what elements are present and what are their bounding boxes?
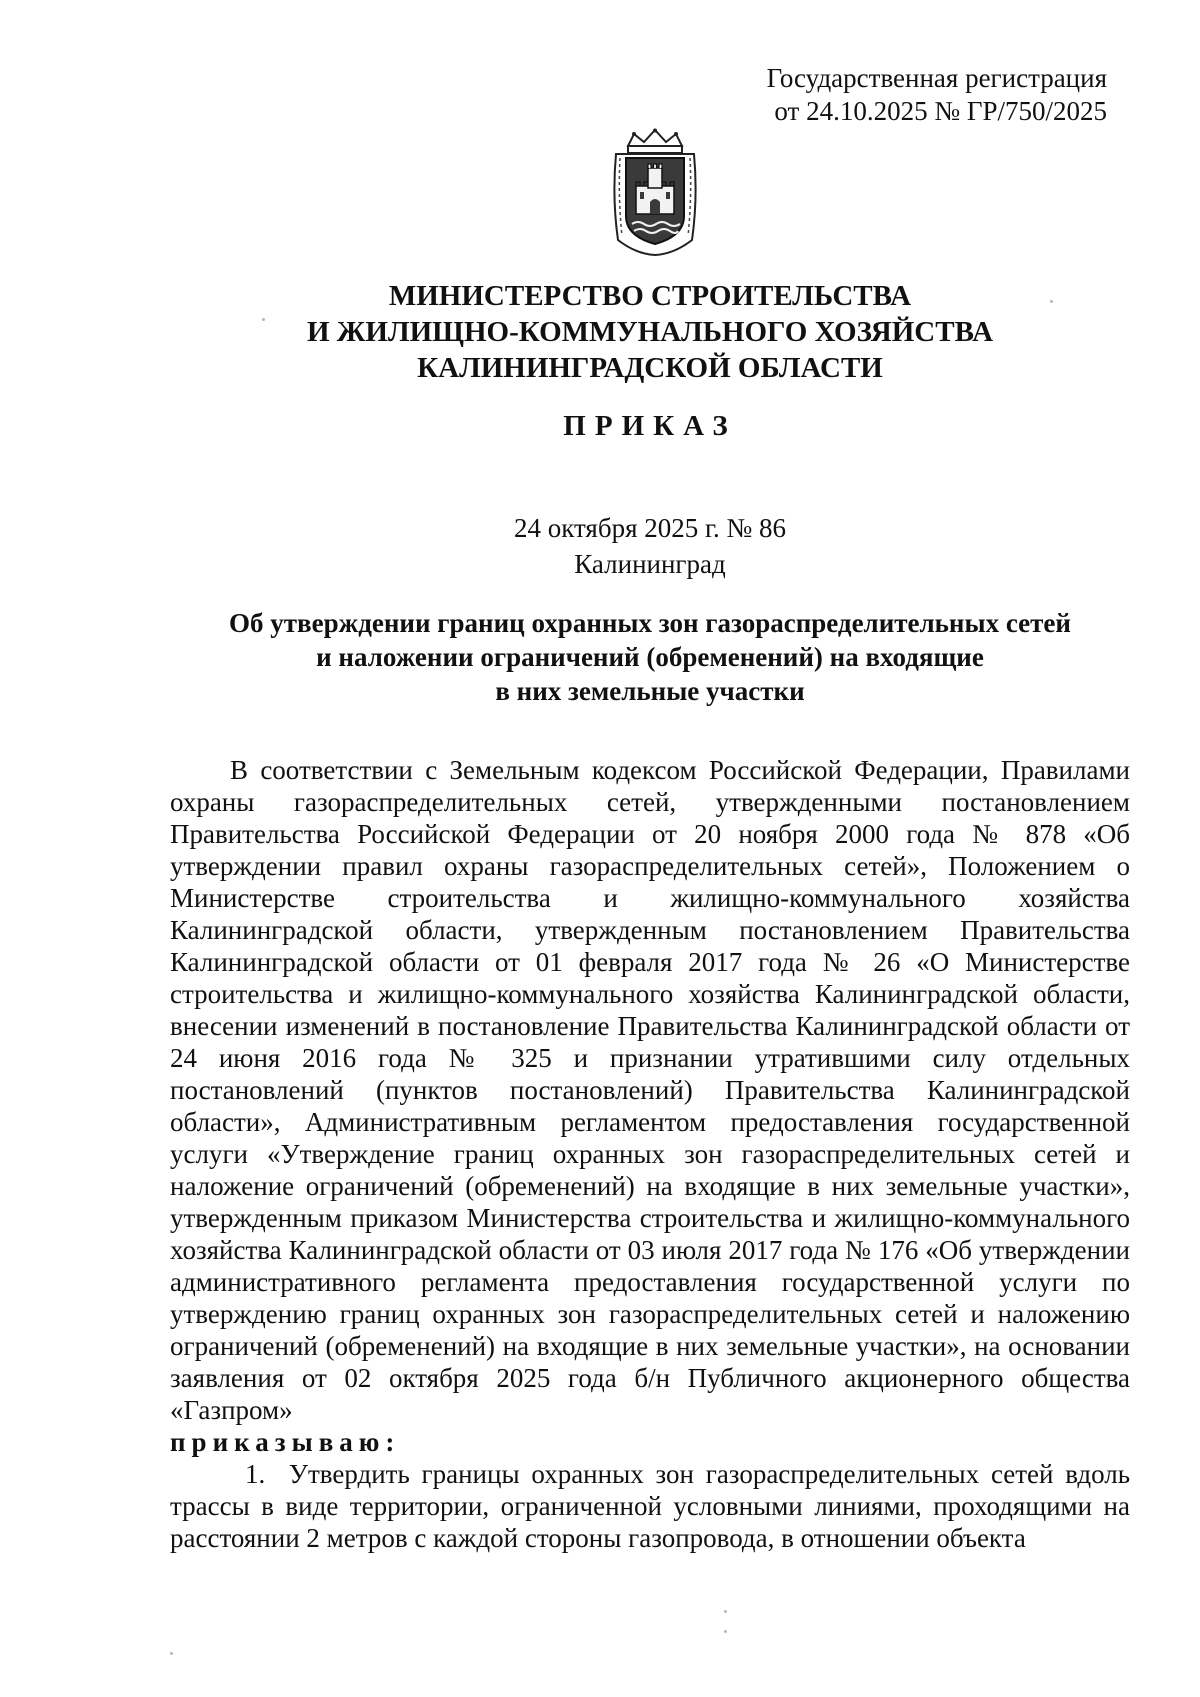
ministry-line-1: МИНИСТЕРСТВО СТРОИТЕЛЬСТВА	[388, 280, 912, 312]
subject-line-3: в них земельные участки	[495, 676, 805, 706]
preamble-paragraph: В соответствии с Земельным кодексом Российской Федерации, Правилами охраны газораспределительных сетей, утвержденными постановлением Правительства Российской Федерации от 20 ноября 2000 года № 878 «Об утверждении правил охраны газораспределительных сетей», Положением о Министерстве строительства и жилищно-коммунального хозяйства Калининградской области, утвержденным постановлением Правительства Калининградской области от 01 февраля 2017 года № 26 «О Министерстве строительства и жилищно-коммунального хозяйства Калининградской области, внесении изменений в постановление Правительства Калининградской области от 24 июня 2016 года № 325 и признании утратившими силу отдельных постановлений (пунктов постановлений) Правительства Калининградской области», Административным регламентом предоставления государственной услуги «Утверждение границ охранных зон газораспределительных сетей и наложение ограничений (обременений) на входящие в них земельные участки», утвержденным приказом Министерства строительства и жилищно-коммунального хозяйства Калининградской области от 03 июля 2017 года № 176 «Об утверждении административного регламента предоставления государственной услуги по утверждению границ охранных зон газораспределительных сетей и наложению ограничений (обременений) на входящие в них земельные участки», на основании заявления от 02 октября 2025 года б/н Публичного акционерного общества «Газпром»	[170, 755, 1130, 1425]
ministry-line-3: КАЛИНИНГРАДСКОЙ ОБЛАСТИ	[417, 352, 883, 384]
date-number: 24 октября 2025 г. № 86	[513, 513, 787, 543]
ministry-name	[170, 278, 1130, 386]
registration-line-2: от 24.10.2025 № ГР/750/2025	[774, 96, 1107, 126]
ministry-line-2: И ЖИЛИЩНО-КОММУНАЛЬНОГО ХОЗЯЙСТВА	[306, 316, 994, 348]
item-number: 1.	[245, 1459, 266, 1489]
registration-line-1: Государственная регистрация	[766, 63, 1107, 93]
subject-line-1: Об утверждении границ охранных зон газораспределительных сетей	[229, 608, 1071, 638]
scan-speck	[1050, 300, 1053, 303]
coat-of-arms-kaliningrad-icon	[610, 128, 700, 256]
scan-speck	[262, 318, 265, 321]
city: Калининград	[574, 549, 726, 579]
scan-speck	[724, 1610, 727, 1613]
registration-stamp	[767, 62, 1107, 128]
scan-speck	[724, 1630, 727, 1633]
order-item-1	[170, 1458, 1130, 1554]
order-body	[170, 754, 1130, 1554]
document-type-title: ПРИКАЗ	[563, 410, 737, 442]
order-subject	[170, 606, 1130, 708]
scan-speck	[170, 1652, 173, 1655]
item-text: Утвердить границы охранных зон газораспределительных сетей вдоль трассы в виде территории, ограниченной условными линиями, проходящими на расстоянии 2 метров с каждой стороны газопровода, в отношении объекта	[170, 1459, 1131, 1553]
subject-line-2: и наложении ограничений (обременений) на входящие	[316, 642, 984, 672]
date-and-place	[170, 510, 1130, 582]
order-keyword: приказываю:	[170, 1427, 401, 1457]
